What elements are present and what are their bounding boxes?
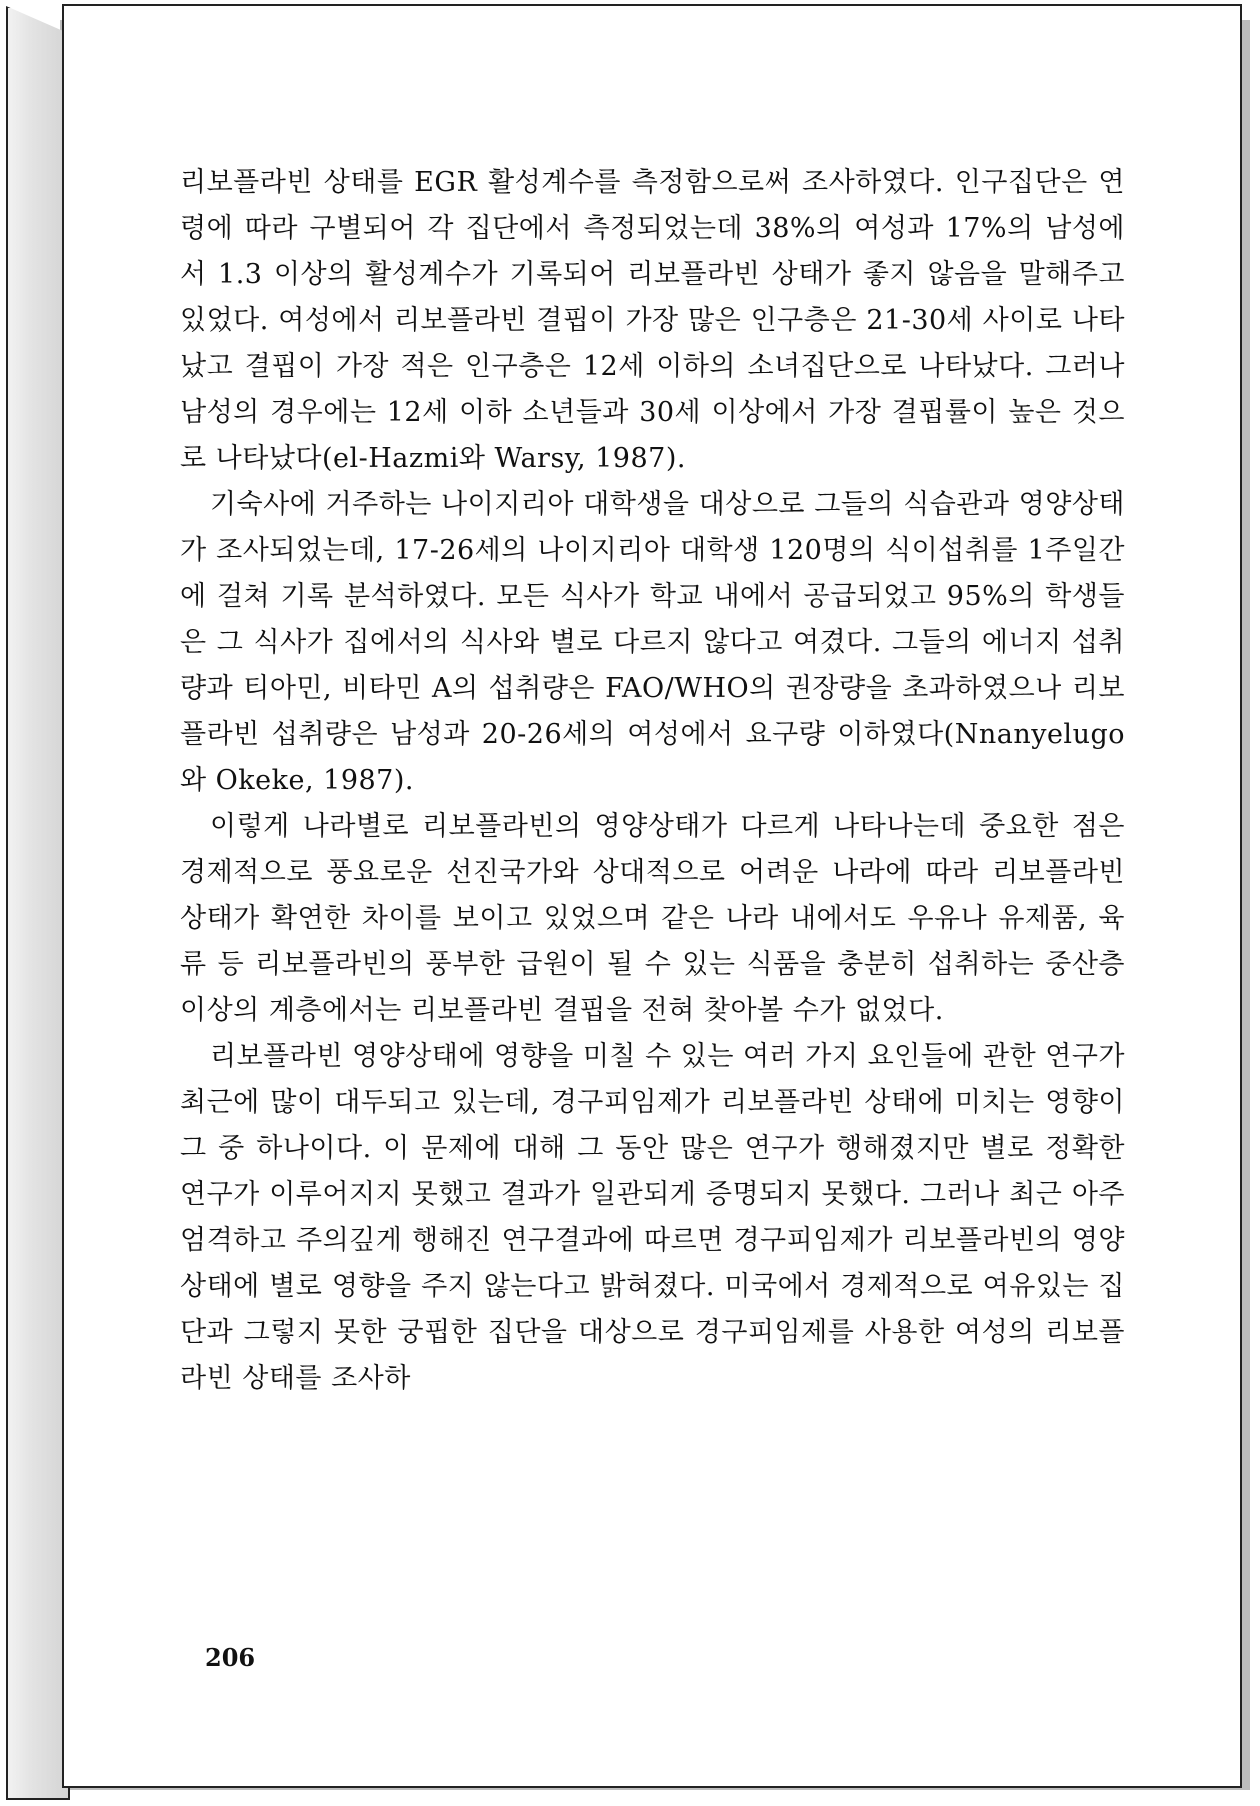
paragraph-3: 이렇게 나라별로 리보플라빈의 영양상태가 다르게 나타나는데 중요한 점은 경제적으로 풍요로운 선진국가와 상대적으로 어려운 나라에 따라 리보플라빈 상태가 확연한 차이를 보이고 있었으며 같은 나라 내에서도 우유나 유제품, 육류 등 리보플라빈의 풍부한 급원이 될 수 있는 식품을 충분히 섭취하는 중산층 이상의 계층에서는 리보플라빈 결핍을 전혀 찾아볼 수가 없었다. bbox=[180, 811, 1125, 1026]
body-text bbox=[180, 160, 1125, 1402]
paragraph-2: 기숙사에 거주하는 나이지리아 대학생을 대상으로 그들의 식습관과 영양상태가 조사되었는데, 17-26세의 나이지리아 대학생 120명의 식이섭취를 1주일간에 걸쳐 기록 분석하였다. 모든 식사가 학교 내에서 공급되었고 95%의 학생들은 그 식사가 집에서의 식사와 별로 다르지 않다고 여겼다. 그들의 에너지 섭취량과 티아민, 비타민 A의 섭취량은 FAO/WHO의 권장량을 초과하였으나 리보플라빈 섭취량은 남성과 20-26세의 여성에서 요구량 이하였다(Nnanyelugo와 Okeke, 1987). bbox=[180, 489, 1125, 796]
paragraph-1: 리보플라빈 상태를 EGR 활성계수를 측정함으로써 조사하였다. 인구집단은 연령에 따라 구별되어 각 집단에서 측정되었는데 38%의 여성과 17%의 남성에서 1.3 이상의 활성계수가 기록되어 리보플라빈 상태가 좋지 않음을 말해주고 있었다. 여성에서 리보플라빈 결핍이 가장 많은 인구층은 21-30세 사이로 나타났고 결핍이 가장 적은 인구층은 12세 이하의 소녀집단으로 나타났다. 그러나 남성의 경우에는 12세 이하 소년들과 30세 이상에서 가장 결핍률이 높은 것으로 나타났다(el-Hazmi와 Warsy, 1987). bbox=[180, 167, 1125, 474]
page-number: 206 bbox=[205, 1643, 256, 1672]
paragraph-4: 리보플라빈 영양상태에 영향을 미칠 수 있는 여러 가지 요인들에 관한 연구가 최근에 많이 대두되고 있는데, 경구피임제가 리보플라빈 상태에 미치는 영향이 그 중 하나이다. 이 문제에 대해 그 동안 많은 연구가 행해졌지만 별로 정확한 연구가 이루어지지 못했고 결과가 일관되게 증명되지 못했다. 그러나 최근 아주 엄격하고 주의깊게 행해진 연구결과에 따르면 경구피임제가 리보플라빈의 영양상태에 별로 영향을 주지 않는다고 밝혀졌다. 미국에서 경제적으로 여유있는 집단과 그렇지 못한 궁핍한 집단을 대상으로 경구피임제를 사용한 여성의 리보플라빈 상태를 조사하 bbox=[180, 1041, 1125, 1394]
book-spine-edge bbox=[6, 6, 70, 1800]
